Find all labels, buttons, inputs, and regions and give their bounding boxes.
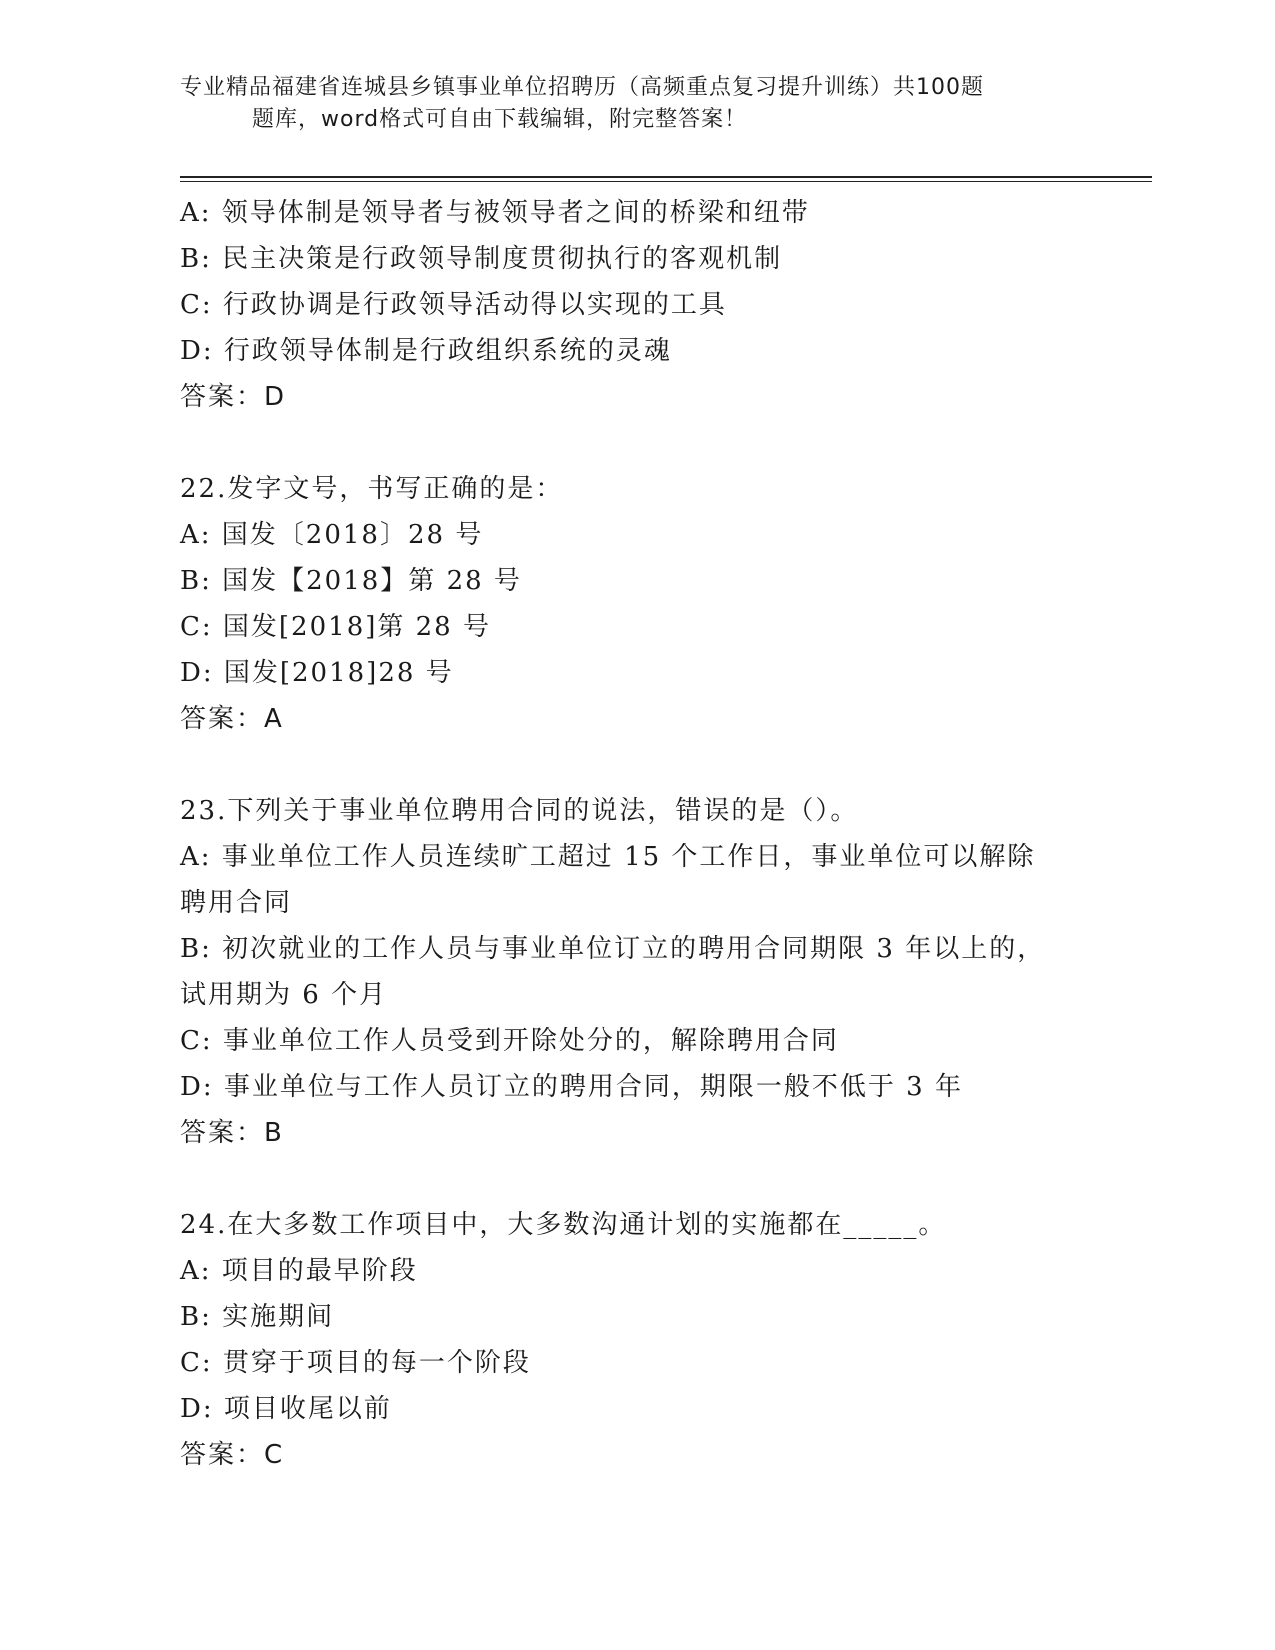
option-d: D: 事业单位与工作人员订立的聘用合同，期限一般不低于 3 年 xyxy=(180,1072,963,1102)
option-c: C: 事业单位工作人员受到开除处分的，解除聘用合同 xyxy=(180,1026,839,1056)
answer: 答案：B xyxy=(180,1118,284,1148)
spacer xyxy=(180,1156,1080,1202)
header-title-line2: 题库，word格式可自由下载编辑，附完整答案！ xyxy=(252,107,748,132)
answer: 答案：C xyxy=(180,1440,285,1470)
option-a: A: 事业单位工作人员连续旷工超过 15 个工作日，事业单位可以解除 xyxy=(180,842,1036,872)
header-divider-thick xyxy=(180,176,1152,178)
option-a-continued: 聘用合同 xyxy=(180,888,293,918)
question-text: 24.在大多数工作项目中，大多数沟通计划的实施都在_____。 xyxy=(180,1210,947,1240)
answer: 答案：A xyxy=(180,704,284,734)
option-c: C: 贯穿于项目的每一个阶段 xyxy=(180,1348,531,1378)
option-b-continued: 试用期为 6 个月 xyxy=(180,980,388,1010)
option-d: D: 行政领导体制是行政组织系统的灵魂 xyxy=(180,336,672,366)
option-a: A: 项目的最早阶段 xyxy=(180,1256,418,1286)
option-b: B: 国发【2018】第 28 号 xyxy=(180,566,522,596)
question-21 xyxy=(180,190,1080,420)
spacer xyxy=(180,420,1080,466)
option-c: C: 国发[2018]第 28 号 xyxy=(180,612,491,642)
question-text: 22.发字文号，书写正确的是： xyxy=(180,474,564,504)
option-a: A: 领导体制是领导者与被领导者之间的桥梁和纽带 xyxy=(180,198,810,228)
question-22 xyxy=(180,466,1080,742)
option-d: D: 国发[2018]28 号 xyxy=(180,658,454,688)
option-d: D: 项目收尾以前 xyxy=(180,1394,392,1424)
question-list xyxy=(180,190,1080,1478)
option-b: B: 民主决策是行政领导制度贯彻执行的客观机制 xyxy=(180,244,783,274)
option-b: B: 初次就业的工作人员与事业单位订立的聘用合同期限 3 年以上的， xyxy=(180,934,1046,964)
header-title-line1: 专业精品福建省连城县乡镇事业单位招聘历（高频重点复习提升训练）共100题 xyxy=(180,75,984,100)
question-23 xyxy=(180,788,1080,1156)
document-header xyxy=(180,72,1060,136)
question-24 xyxy=(180,1202,1080,1478)
option-a: A: 国发〔2018〕28 号 xyxy=(180,520,484,550)
header-divider-thin xyxy=(180,181,1152,182)
option-b: B: 实施期间 xyxy=(180,1302,335,1332)
option-c: C: 行政协调是行政领导活动得以实现的工具 xyxy=(180,290,727,320)
spacer xyxy=(180,742,1080,788)
question-text: 23.下列关于事业单位聘用合同的说法，错误的是（）。 xyxy=(180,796,859,826)
answer: 答案：D xyxy=(180,382,287,412)
